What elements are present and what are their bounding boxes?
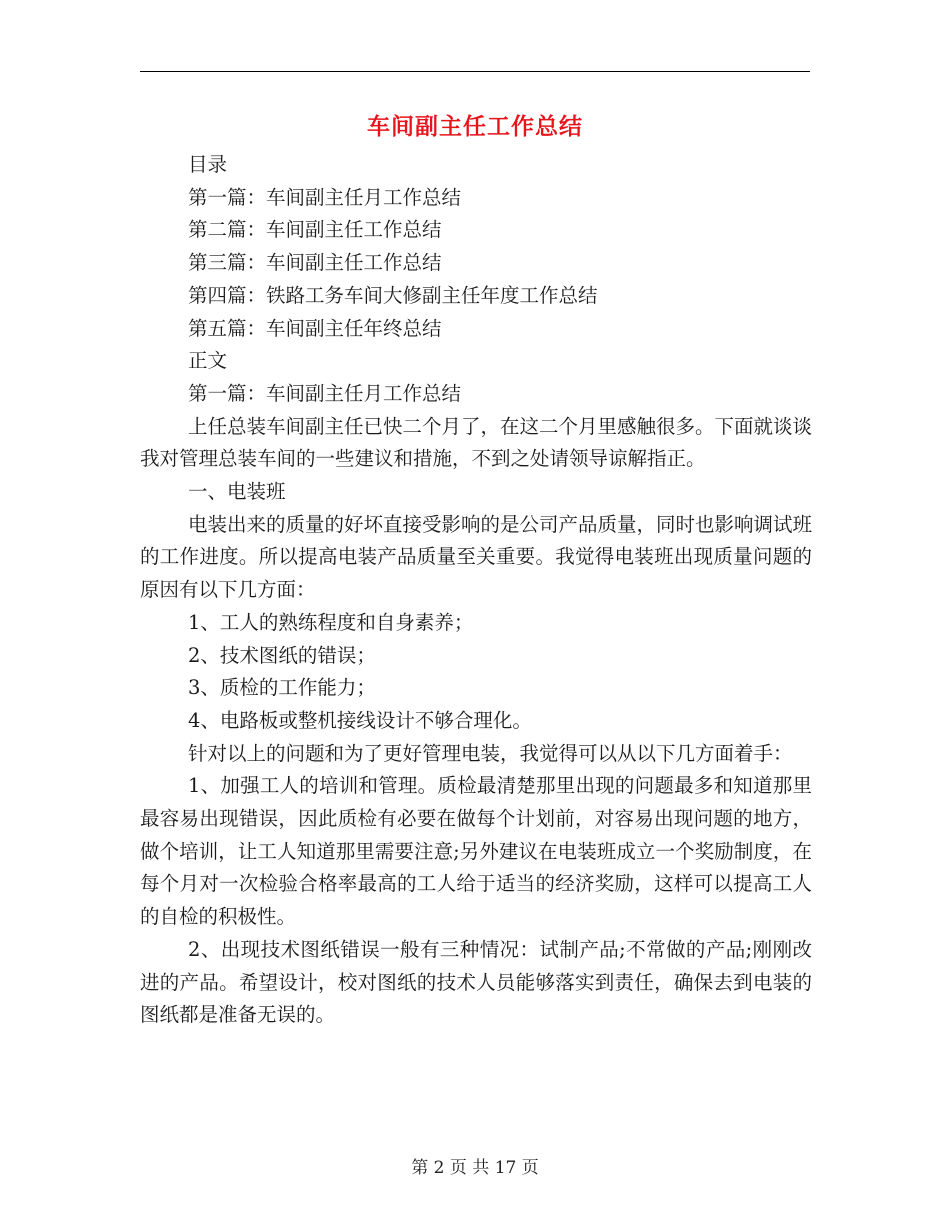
body-heading: 正文 <box>188 349 228 373</box>
toc-item: 第一篇：车间副主任月工作总结 <box>188 185 462 209</box>
list-item: 2、技术图纸的错误； <box>188 643 376 667</box>
paragraph: 电装出来的质量的好坏直接受影响的是公司产品质量，同时也影响调试班的工作进度。所以提高电装产品质量至关重要。我觉得电装班出现质量问题的原因有以下几方面： <box>140 512 813 602</box>
paragraph: 2、出现技术图纸错误一般有三种情况：试制产品;不常做的产品;刚刚改进的产品。希望设计，校对图纸的技术人员能够落实到责任，确保去到电装的图纸都是准备无误的。 <box>140 937 812 1027</box>
paragraph: 针对以上的问题和为了更好管理电装，我觉得可以从以下几方面着手： <box>188 741 793 765</box>
toc-item: 第三篇：车间副主任工作总结 <box>188 251 442 275</box>
list-item: 4、电路板或整机接线设计不够合理化。 <box>188 708 532 732</box>
page-number: 第 2 页 共 17 页 <box>411 1158 539 1178</box>
document-title: 车间副主任工作总结 <box>367 114 583 140</box>
toc-item: 第五篇：车间副主任年终总结 <box>188 316 442 340</box>
toc-item: 第二篇：车间副主任工作总结 <box>188 218 442 242</box>
paragraph: 上任总装车间副主任已快二个月了，在这二个月里感触很多。下面就谈谈我对管理总装车间的一些建议和措施，不到之处请领导谅解指正。 <box>140 414 813 471</box>
header-rule <box>140 71 810 72</box>
section-title: 第一篇：车间副主任月工作总结 <box>188 381 462 405</box>
subheading: 一、电装班 <box>188 480 286 504</box>
list-item: 3、质检的工作能力； <box>188 676 376 700</box>
toc-item: 第四篇：铁路工务车间大修副主任年度工作总结 <box>188 283 598 307</box>
document-body <box>140 149 812 1032</box>
paragraph: 1、加强工人的培训和管理。质检最清楚那里出现的问题最多和知道那里最容易出现错误，因此质检有必要在做每个计划前，对容易出现问题的地方，做个培训，让工人知道那里需要注意;另外建议在电装班成立一个奖励制度，在每个月对一次检验合格率最高的工人给于适当的经济奖励，这样可以提高工人的自检的积极性。 <box>140 774 812 929</box>
list-item: 1、工人的熟练程度和自身素养； <box>188 610 474 634</box>
toc-heading: 目录 <box>188 153 228 176</box>
